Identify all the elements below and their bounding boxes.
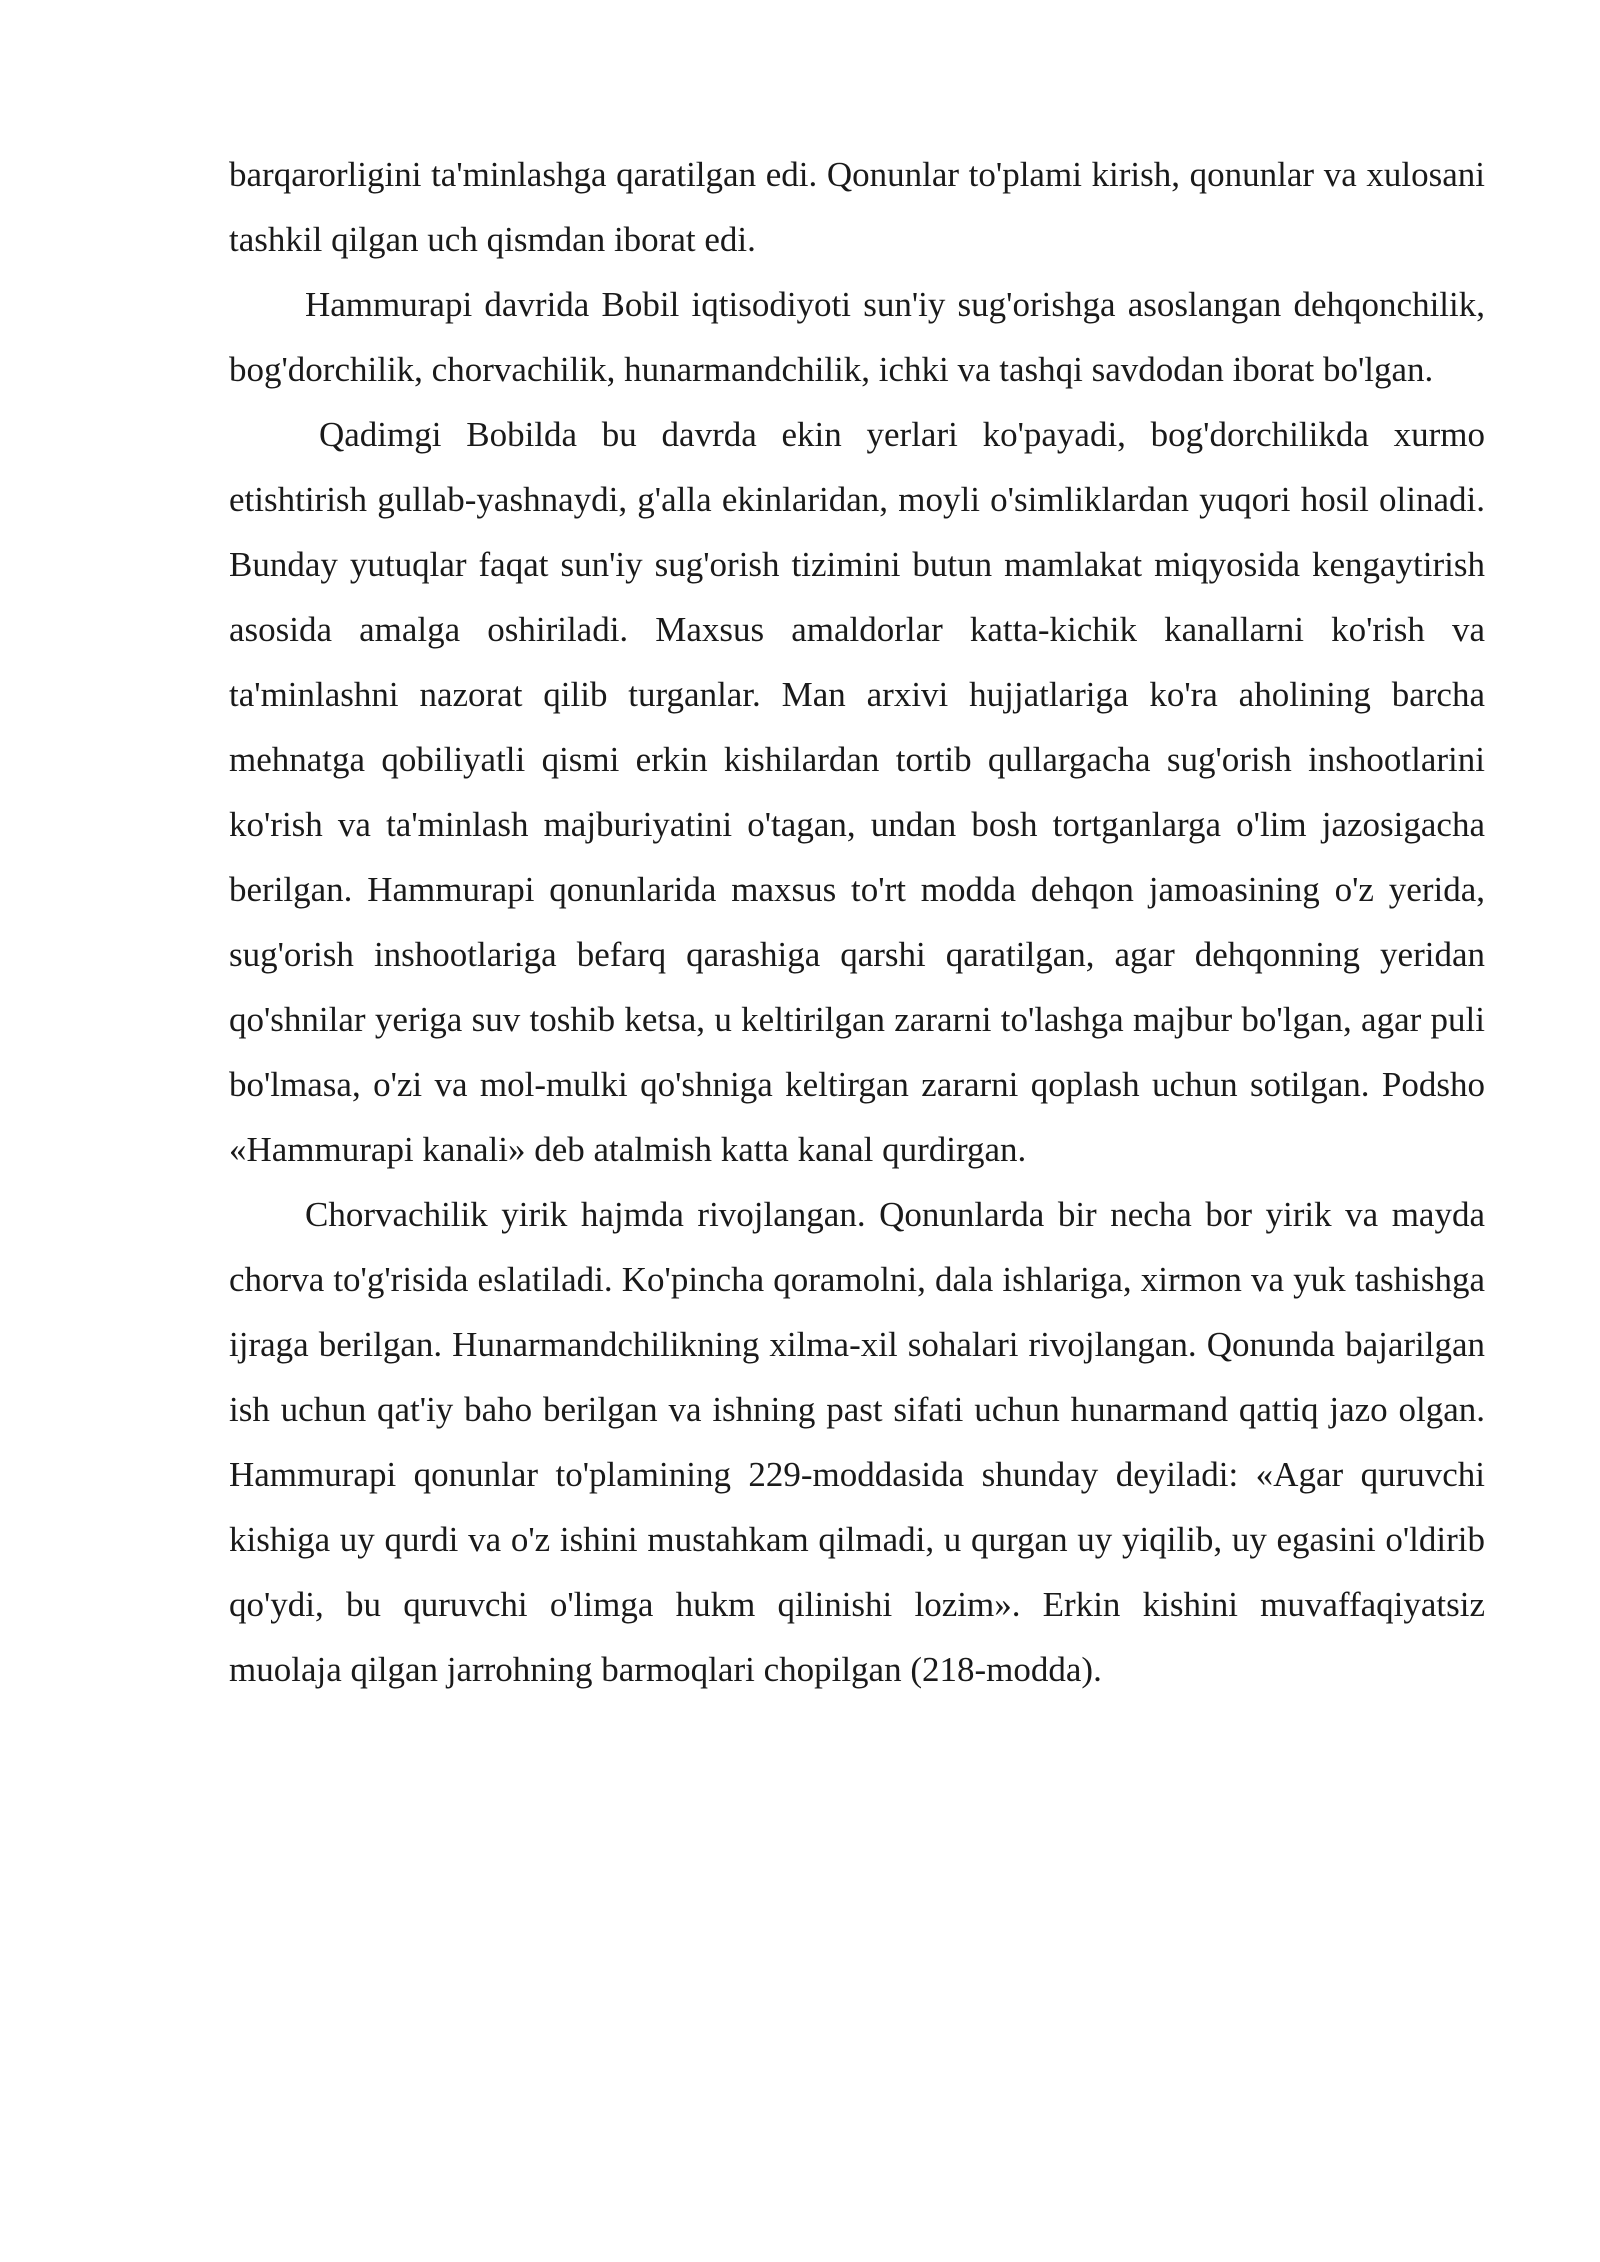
paragraph-babylon-economy: Hammurapi davrida Bobil iqtisodiyoti sun'iy sug'orishga asoslangan dehqonchilik, bog'dorchilik, chorvachilik, hunarmandchilik, ichki va tashqi savdodan iborat bo'lgan. bbox=[229, 285, 1485, 389]
paragraph-continuation: barqarorligini ta'minlashga qaratilgan edi. Qonunlar to'plami kirish, qonunlar va xulosani tashkil qilgan uch qismdan iborat edi. bbox=[229, 155, 1485, 259]
paragraph-livestock-crafts: Chorvachilik yirik hajmda rivojlangan. Qonunlarda bir necha bor yirik va mayda chorva to'g'risida eslatiladi. Ko'pincha qoramolni, dala ishlariga, xirmon va yuk tashishga ijraga berilgan. Hunarmandchilikning xilma-xil sohalari rivojlangan. Qonunda bajarilgan ish uchun qat'iy baho berilgan va ishning past sifati uchun hunarmand qattiq jazo olgan. Hammurapi qonunlar to'plamining 229-moddasida shunday deyiladi: «Agar quruvchi kishiga uy qurdi va o'z ishini mustahkam qilmadi, u qurgan uy yiqilib, uy egasini o'ldirib qo'ydi, bu quruvchi o'limga hukm qilinishi lozim». Erkin kishini muvaffaqiyatsiz muolaja qilgan jarrohning barmoqlari chopilgan (218-modda). bbox=[229, 1195, 1485, 1689]
paragraph-irrigation: Qadimgi Bobilda bu davrda ekin yerlari ko'payadi, bog'dorchilikda xurmo etishtirish gullab-yashnaydi, g'alla ekinlaridan, moyli o'simliklardan yuqori hosil olinadi. Bunday yutuqlar faqat sun'iy sug'orish tizimini butun mamlakat miqyosida kengaytirish asosida amalga oshiriladi. Maxsus amaldorlar katta-kichik kanallarni ko'rish va ta'minlashni nazorat qilib turganlar. Man arxivi hujjatlariga ko'ra aholining barcha mehnatga qobiliyatli qismi erkin kishilardan tortib qullargacha sug'orish inshootlarini ko'rish va ta'minlash majburiyatini o'tagan, undan bosh tortganlarga o'lim jazosigacha berilgan. Hammurapi qonunlarida maxsus to'rt modda dehqon jamoasining o'z yerida, sug'orish inshootlariga befarq qarashiga qarshi qaratilgan, agar dehqonning yeridan qo'shnilar yeriga suv toshib ketsa, u keltirilgan zararni to'lashga majbur bo'lgan, agar puli bo'lmasa, o'zi va mol-mulki qo'shniga keltirgan zararni qoplash uchun sotilgan. Podsho «Hammurapi kanali» deb atalmish katta kanal qurdirgan. bbox=[229, 415, 1485, 1169]
document-body bbox=[229, 142, 1485, 1702]
